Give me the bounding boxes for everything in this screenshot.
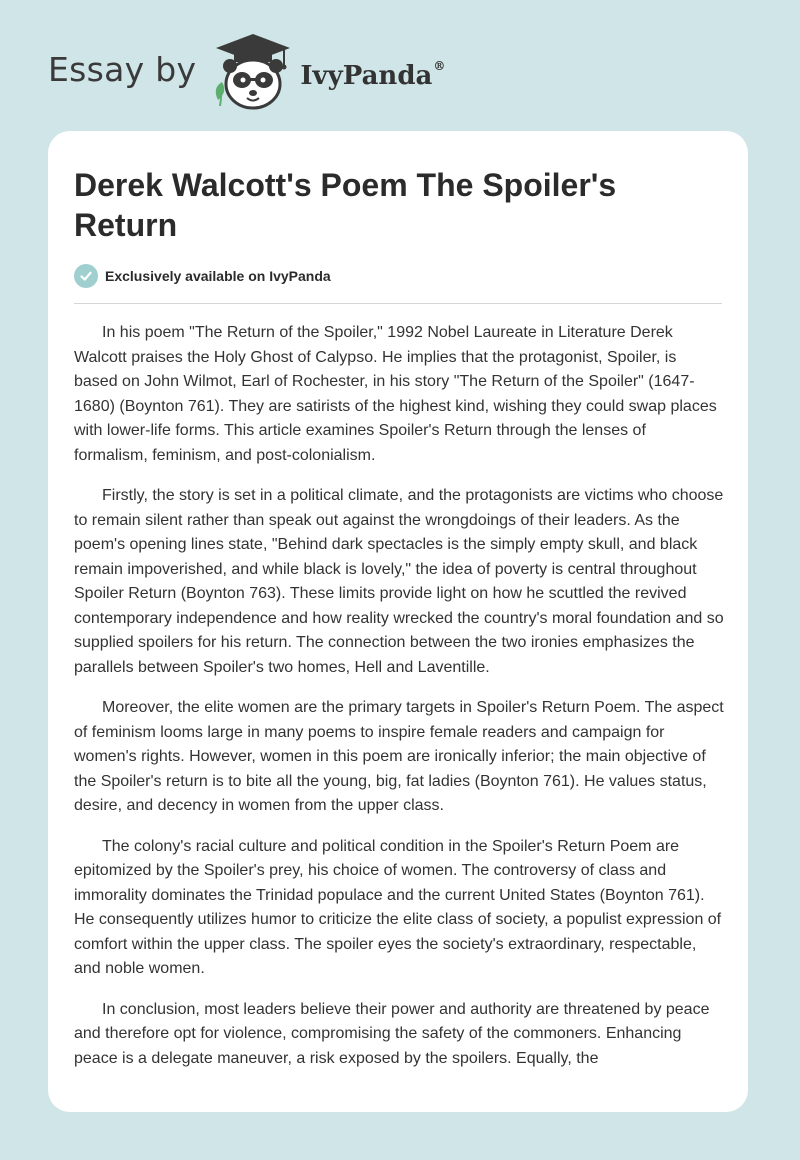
essay-by-label: Essay by bbox=[48, 49, 197, 89]
panda-logo-icon[interactable] bbox=[210, 30, 296, 114]
exclusive-badge-text: Exclusively available on IvyPanda bbox=[105, 268, 331, 284]
essay-body bbox=[74, 321, 724, 1087]
check-icon bbox=[74, 264, 98, 288]
paragraph: In his poem "The Return of the Spoiler," 1992 Nobel Laureate in Literature Derek Walcott praises the Holy Ghost of Calypso. He implies that the protagonist, Spoiler, is based on John Wilmot, Earl of Rochester, in his story "The Return of the Spoiler" (1647-1680) (Boynton 761). They are satirists of the highest kind, wishing they could swap places with lower-life forms. This article examines Spoiler's Return through the lenses of formalism, feminism, and post-colonialism. bbox=[74, 324, 717, 464]
registered-mark: ® bbox=[433, 59, 446, 73]
site-header bbox=[48, 30, 445, 114]
paragraph: Firstly, the story is set in a political climate, and the protagonists are victims who choose to remain silent rather than speak out against the wrongdoings of their leaders. As the poem's opening lines state, "Behind dark spectacles is the simply empty skull, and black remain impoverished, and while black is lovely," the idea of poverty is central throughout Spoiler Return (Boynton 763). These limits provide light on how he scuttled the revived contemporary independence and how reality wrecked the country's moral foundation and so supplied spoilers for his return. The connection between the two ironies emphasizes the parallels between Spoiler's two homes, Hell and Laventille. bbox=[74, 487, 724, 676]
paragraph: Moreover, the elite women are the primary targets in Spoiler's Return Poem. The aspect of feminism looms large in many poems to inspire female readers and campaign for women's rights. However, women in this poem are ironically inferior; the main objective of the Spoiler's return is to bite all the young, big, fat ladies (Boynton 761). He values status, desire, and decency in women from the upper class. bbox=[74, 699, 724, 814]
essay-title: Derek Walcott's Poem The Spoiler's Return bbox=[74, 167, 617, 243]
paragraph: The colony's racial culture and political condition in the Spoiler's Return Poem are epitomized by the Spoiler's prey, his choice of women. The controversy of class and immorality dominates the Trinidad populace and the current United States (Boynton 761). He consequently utilizes humor to criticize the elite class of society, a populist expression of comfort within the upper class. The spoiler eyes the society's extraordinary, respectable, and noble women. bbox=[74, 837, 722, 977]
divider bbox=[74, 303, 722, 304]
exclusive-badge bbox=[74, 264, 331, 288]
brand-name[interactable] bbox=[300, 61, 445, 91]
paragraph: In conclusion, most leaders believe their power and authority are threatened by peace and therefore opt for violence, compromising the safety of the commoners. Enhancing peace is a delegate maneuver, a risk exposed by the spoilers. Equally, the bbox=[74, 1000, 710, 1067]
essay-card bbox=[48, 131, 748, 1112]
brand-name-text: IvyPanda bbox=[300, 61, 433, 91]
